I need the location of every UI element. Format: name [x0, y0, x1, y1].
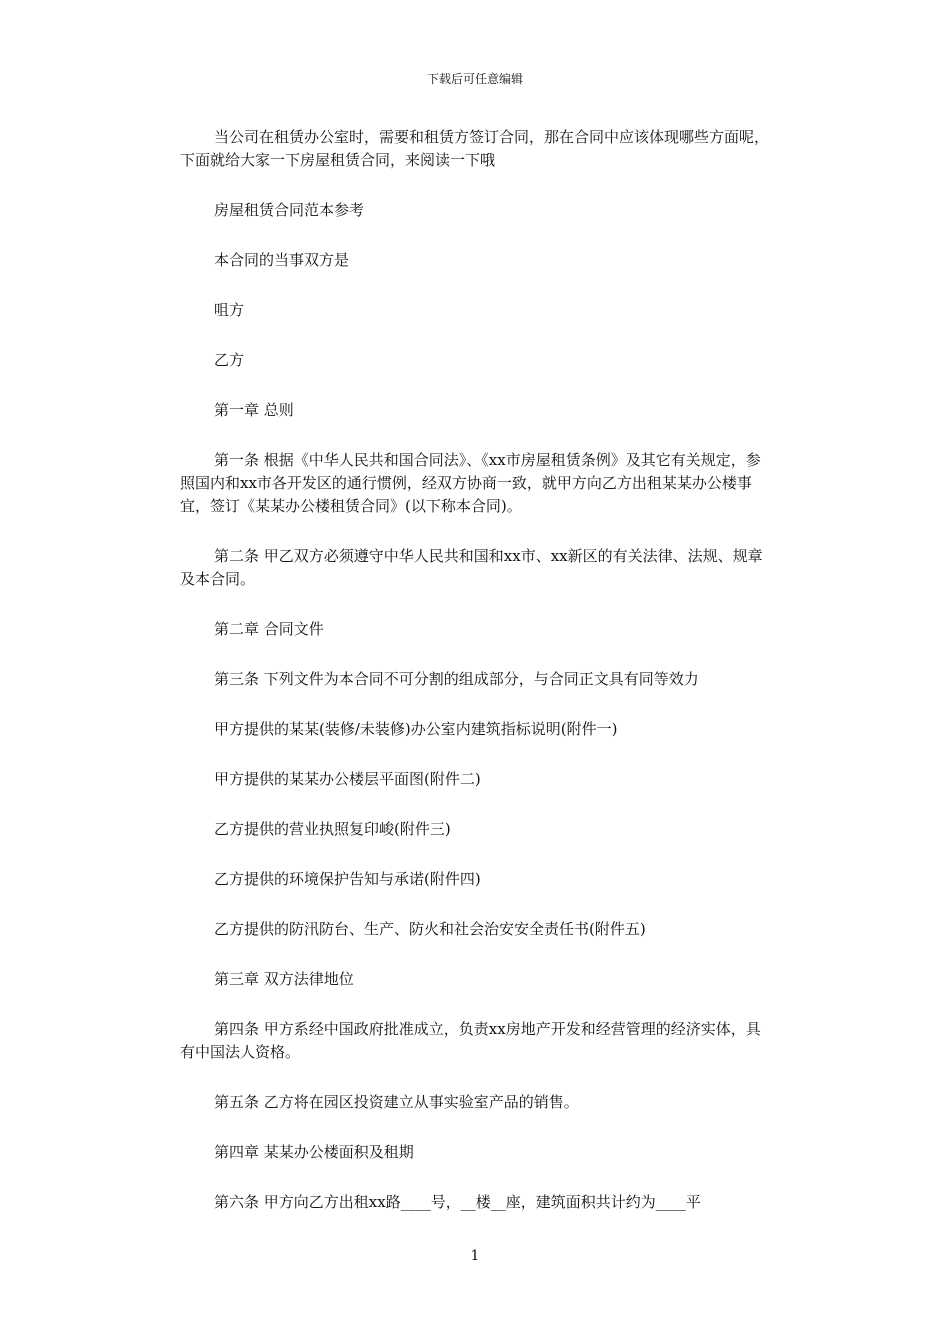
paragraph: 咀方 [214, 301, 245, 319]
paragraph: 当公司在租赁办公室时，需要和租赁方签订合同，那在合同中应该体现哪些方面呢，下面就给大家一下房屋租赁合同，来阅读一下哦 [180, 128, 770, 169]
document-body [180, 126, 772, 1241]
chapter-heading: 第二章 合同文件 [214, 620, 324, 638]
list-item: 乙方提供的防汛防台、生产、防火和社会治安安全责任书(附件五) [214, 920, 646, 938]
list-item: 乙方提供的营业执照复印峻(附件三) [214, 820, 451, 838]
paragraph: 房屋租赁合同范本参考 [214, 201, 365, 219]
paragraph: 第一条 根据《中华人民共和国合同法》、《xx市房屋租赁条例》及其它有关规定，参照国内和xx市各开发区的通行惯例，经双方协商一致，就甲方向乙方出租某某办公楼事宜，签订《某某办公楼租赁合同》(以下称本合同)。 [180, 451, 761, 515]
paragraph: 本合同的当事双方是 [214, 251, 350, 269]
list-item: 甲方提供的某某(装修/未装修)办公室内建筑指标说明(附件一) [214, 720, 618, 738]
list-item: 甲方提供的某某办公楼层平面图(附件二) [214, 770, 481, 788]
paragraph: 第六条 甲方向乙方出租xx路____号，__楼__座，建筑面积共计约为____平 [214, 1193, 701, 1211]
paragraph: 第三条 下列文件为本合同不可分割的组成部分，与合同正文具有同等效力 [214, 670, 699, 688]
page-number: 1 [470, 1248, 480, 1264]
paragraph: 乙方 [214, 351, 245, 369]
list-item: 乙方提供的环境保护告知与承诺(附件四) [214, 870, 481, 888]
paragraph: 第二条 甲乙双方必须遵守中华人民共和国和xx市、xx新区的有关法律、法规、规章及本合同。 [180, 547, 763, 588]
chapter-heading: 第三章 双方法律地位 [214, 970, 354, 988]
paragraph: 第五条 乙方将在园区投资建立从事实验室产品的销售。 [214, 1093, 579, 1111]
chapter-heading: 第四章 某某办公楼面积及租期 [214, 1143, 414, 1161]
chapter-heading: 第一章 总则 [214, 401, 294, 419]
paragraph: 第四条 甲方系经中国政府批准成立，负责xx房地产开发和经营管理的经济实体，具有中国法人资格。 [180, 1020, 761, 1061]
page-header: 下载后可任意编辑 [426, 72, 523, 86]
